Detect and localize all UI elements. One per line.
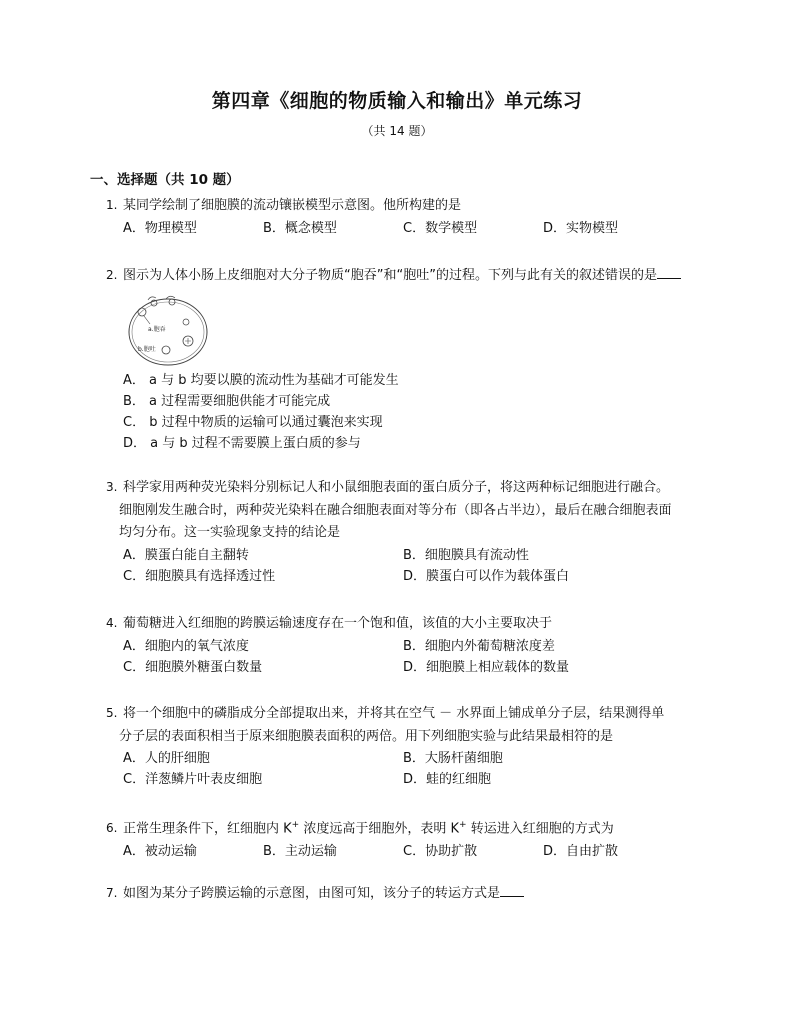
option-row	[106, 566, 716, 587]
answer-blank[interactable]	[657, 265, 681, 279]
question-stem: 图示为人体小肠上皮细胞对大分子物质“胞吞”和“胞吐”的过程。下列与此有关的叙述错误的是	[123, 268, 657, 283]
option-row	[106, 545, 716, 566]
question-number: 3.	[106, 480, 118, 494]
option-b[interactable]: B．大肠杆菌细胞	[403, 751, 503, 766]
endocytosis-exocytosis-figure	[126, 294, 210, 368]
question-stem: 葡萄糖进入红细胞的跨膜运输速度存在一个饱和值，该值的大小主要取决于	[123, 616, 553, 631]
question-3	[106, 476, 716, 587]
question-number: 5.	[106, 706, 118, 720]
option-a[interactable]: A． a 与 b 均要以膜的流动性为基础才可能发生	[123, 373, 399, 388]
option-b[interactable]: B．细胞内外葡萄糖浓度差	[403, 638, 555, 654]
option-d[interactable]: D．实物模型	[543, 220, 619, 236]
option-c[interactable]: C．数学模型	[403, 220, 478, 236]
option-c[interactable]: C．洋葱鳞片叶表皮细胞	[123, 772, 263, 787]
question-count: （共 14 题）	[361, 124, 433, 138]
question-number: 4.	[106, 616, 118, 630]
option-a[interactable]: A．被动运输	[123, 843, 197, 859]
option-d[interactable]: D． a 与 b 过程不需要膜上蛋白质的参与	[123, 436, 361, 451]
option-a[interactable]: A．细胞内的氧气浓度	[123, 638, 249, 654]
question-stem-cont: 细胞刚发生融合时，两种荧光染料在融合细胞表面对等分布（即各占半边），最后在融合细胞表面	[119, 502, 672, 518]
figure-label-b: b.胞吐	[138, 346, 156, 353]
option-a[interactable]: A．人的肝细胞	[123, 751, 210, 766]
question-2	[106, 264, 706, 288]
question-stem-cont: 分子层的表面积相当于原来细胞膜表面积的两倍。用下列细胞实验与此结果最相符的是	[119, 728, 614, 744]
question-number: 2.	[106, 268, 118, 282]
superscript-plus: +	[291, 820, 300, 830]
option-d[interactable]: D．细胞膜上相应载体的数量	[403, 659, 570, 675]
question-stem: 科学家用两种荧光染料分别标记人和小鼠细胞表面的蛋白质分子，将这两种标记细胞进行融合。	[123, 480, 670, 495]
option-row	[106, 657, 716, 678]
question-1	[106, 194, 716, 239]
figure-label-a: a.胞吞	[148, 326, 166, 333]
option-row	[106, 636, 716, 657]
option-c[interactable]: C． b 过程中物质的运输可以通过囊泡来实现	[123, 415, 383, 430]
answer-blank[interactable]	[500, 883, 524, 897]
question-stem: 正常生理条件下，红细胞内 K	[123, 821, 292, 837]
option-b[interactable]: B．主动运输	[263, 843, 337, 859]
page-title: 第四章《细胞的物质输入和输出》单元练习	[211, 90, 583, 112]
option-row	[106, 748, 716, 769]
question-stem: 浓度远高于细胞外，表明 K	[299, 821, 460, 837]
option-row	[106, 769, 716, 790]
question-stem-cont: 均匀分布。这一实验现象支持的结论是	[119, 525, 341, 540]
question-number: 1.	[106, 198, 118, 212]
option-d[interactable]: D．膜蛋白可以作为载体蛋白	[403, 568, 570, 584]
question-7	[106, 882, 716, 906]
option-d[interactable]: D．自由扩散	[543, 843, 619, 859]
option-b[interactable]: B．概念模型	[263, 220, 337, 236]
question-stem: 转运进入红细胞的方式为	[466, 821, 614, 837]
question-stem: 将一个细胞中的磷脂成分全部提取出来，并将其在空气 － 水界面上铺成单分子层，结果测得单	[123, 706, 665, 721]
option-a[interactable]: A．物理模型	[123, 220, 197, 236]
option-a[interactable]: A．膜蛋白能自主翻转	[123, 547, 249, 563]
superscript-plus: +	[459, 820, 467, 830]
option-c[interactable]: C．细胞膜具有选择透过性	[123, 568, 276, 584]
option-row	[106, 218, 716, 239]
question-2-options	[123, 370, 733, 454]
option-c[interactable]: C．细胞膜外糖蛋白数量	[123, 659, 263, 675]
section-heading: 一、选择题（共 10 题）	[90, 172, 240, 188]
question-stem: 如图为某分子跨膜运输的示意图，由图可知，该分子的转运方式是	[123, 886, 501, 901]
option-c[interactable]: C．协助扩散	[403, 843, 478, 859]
question-number: 7.	[106, 886, 118, 900]
question-number: 6.	[106, 821, 118, 836]
question-6	[106, 814, 716, 862]
question-4	[106, 612, 716, 678]
option-b[interactable]: B． a 过程需要细胞供能才可能完成	[123, 394, 331, 409]
option-row	[106, 841, 716, 862]
option-b[interactable]: B．细胞膜具有流动性	[403, 547, 529, 563]
question-5	[106, 702, 716, 790]
option-d[interactable]: D．蛙的红细胞	[403, 772, 492, 787]
question-stem: 某同学绘制了细胞膜的流动镶嵌模型示意图。他所构建的是	[123, 198, 462, 213]
